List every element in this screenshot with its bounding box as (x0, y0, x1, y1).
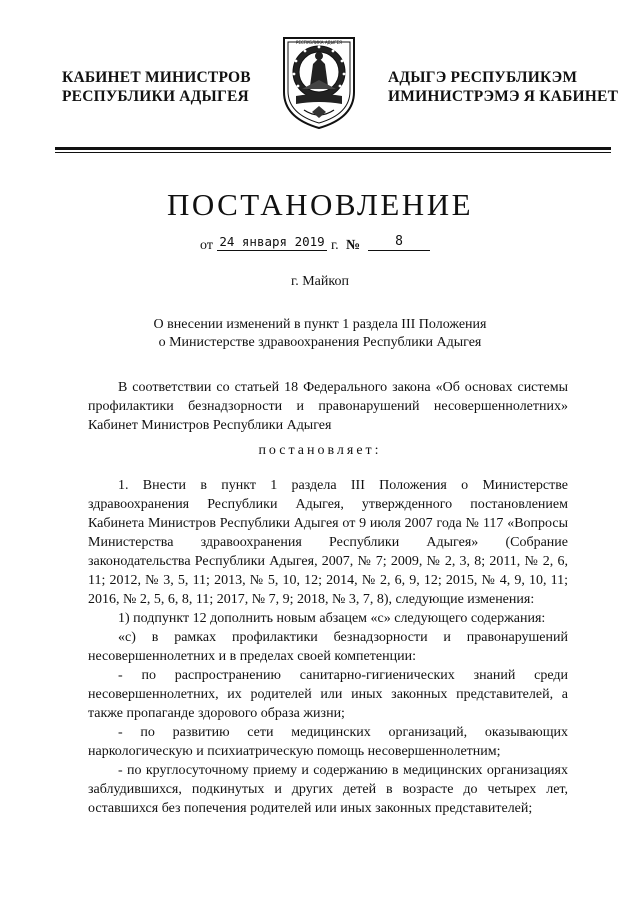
paragraph-1: 1. Внести в пункт 1 раздела III Положения о Министерстве здравоохранения Республики Адыгея, утвержденного постановлением Кабинета Министров Республики Адыгея от 9 июля 2007 года № 117 «Вопросы Министерства здравоохранения Республики Адыгея» (Собрание законодательства Республики Адыгея, 2007, № 7; 2009, № 2, 3, 8; 2011, № 2, 6, 11; 2012, № 3, 5, 11; 2013, № 5, 10, 12; 2014, № 2, 6, 9, 12; 2015, № 4, 9, 10, 11; 2016, № 2, 5, 6, 8, 11; 2017, № 7, 9; 2018, № 3, 7, 8), следующие изменения: (88, 478, 568, 607)
year-suffix: г. (331, 238, 339, 253)
header-left-line1: КАБИНЕТ МИНИСТРОВ (62, 69, 251, 86)
paragraph-3: «с) в рамках профилактики безнадзорности и правонарушений несовершеннолетних и в пределах своей компетенции: (88, 630, 568, 664)
paragraph-4: - по распространению санитарно-гигиенических знаний среди несовершеннолетних, их родителей или иных законных представителей, а также пропаганде здорового образа жизни; (88, 668, 568, 721)
header-left-line2: РЕСПУБЛИКИ АДЫГЕЯ (62, 88, 249, 105)
header-right-line2: ИМИНИСТРЭМЭ Я КАБИНЕТ (388, 88, 619, 105)
date-prefix: от (200, 238, 213, 253)
subject-line2: о Министерстве здравоохранения Республики Адыгея (158, 335, 482, 350)
emblem-text: РЕСПУБЛИКА АДЫГЕЯ (296, 40, 342, 45)
document-body (88, 476, 568, 818)
header-right (388, 68, 618, 106)
coat-of-arms-emblem (276, 34, 362, 130)
city: г. Майкоп (291, 274, 349, 289)
paragraph-6: - по круглосуточному приему и содержанию в медицинских организациях заблудившихся, подкинутых и других детей в возрасте до четырех лет, оставшихся без попечения родителей или иных законных представителей; (88, 763, 568, 816)
document-number: 8 (368, 234, 430, 251)
preamble-text: В соответствии со статьей 18 Федерального закона «Об основах системы профилактики безнадзорности и правонарушений несовершеннолетних» Кабинет Министров Республики Адыгея (88, 380, 568, 433)
document-subject (0, 316, 640, 352)
header-rule-thin (55, 152, 611, 153)
header-rule-thick (55, 147, 611, 150)
paragraph-5: - по развитию сети медицинских организаций, оказывающих наркологическую и психиатрическую помощь несовершеннолетним; (88, 725, 568, 759)
date-value: 24 января 2019 (217, 234, 327, 251)
document-title: ПОСТАНОВЛЕНИЕ (166, 187, 474, 222)
subject-line1: О внесении изменений в пункт 1 раздела III Положения (153, 317, 487, 332)
number-label: № (346, 238, 361, 253)
resolves-word: постановляет: (258, 443, 382, 458)
header-right-line1: АДЫГЭ РЕСПУБЛИКЭМ (388, 69, 578, 86)
paragraph-2: 1) подпункт 12 дополнить новым абзацем «с» следующего содержания: (118, 611, 546, 626)
header-left (62, 68, 251, 106)
preamble (88, 378, 568, 435)
